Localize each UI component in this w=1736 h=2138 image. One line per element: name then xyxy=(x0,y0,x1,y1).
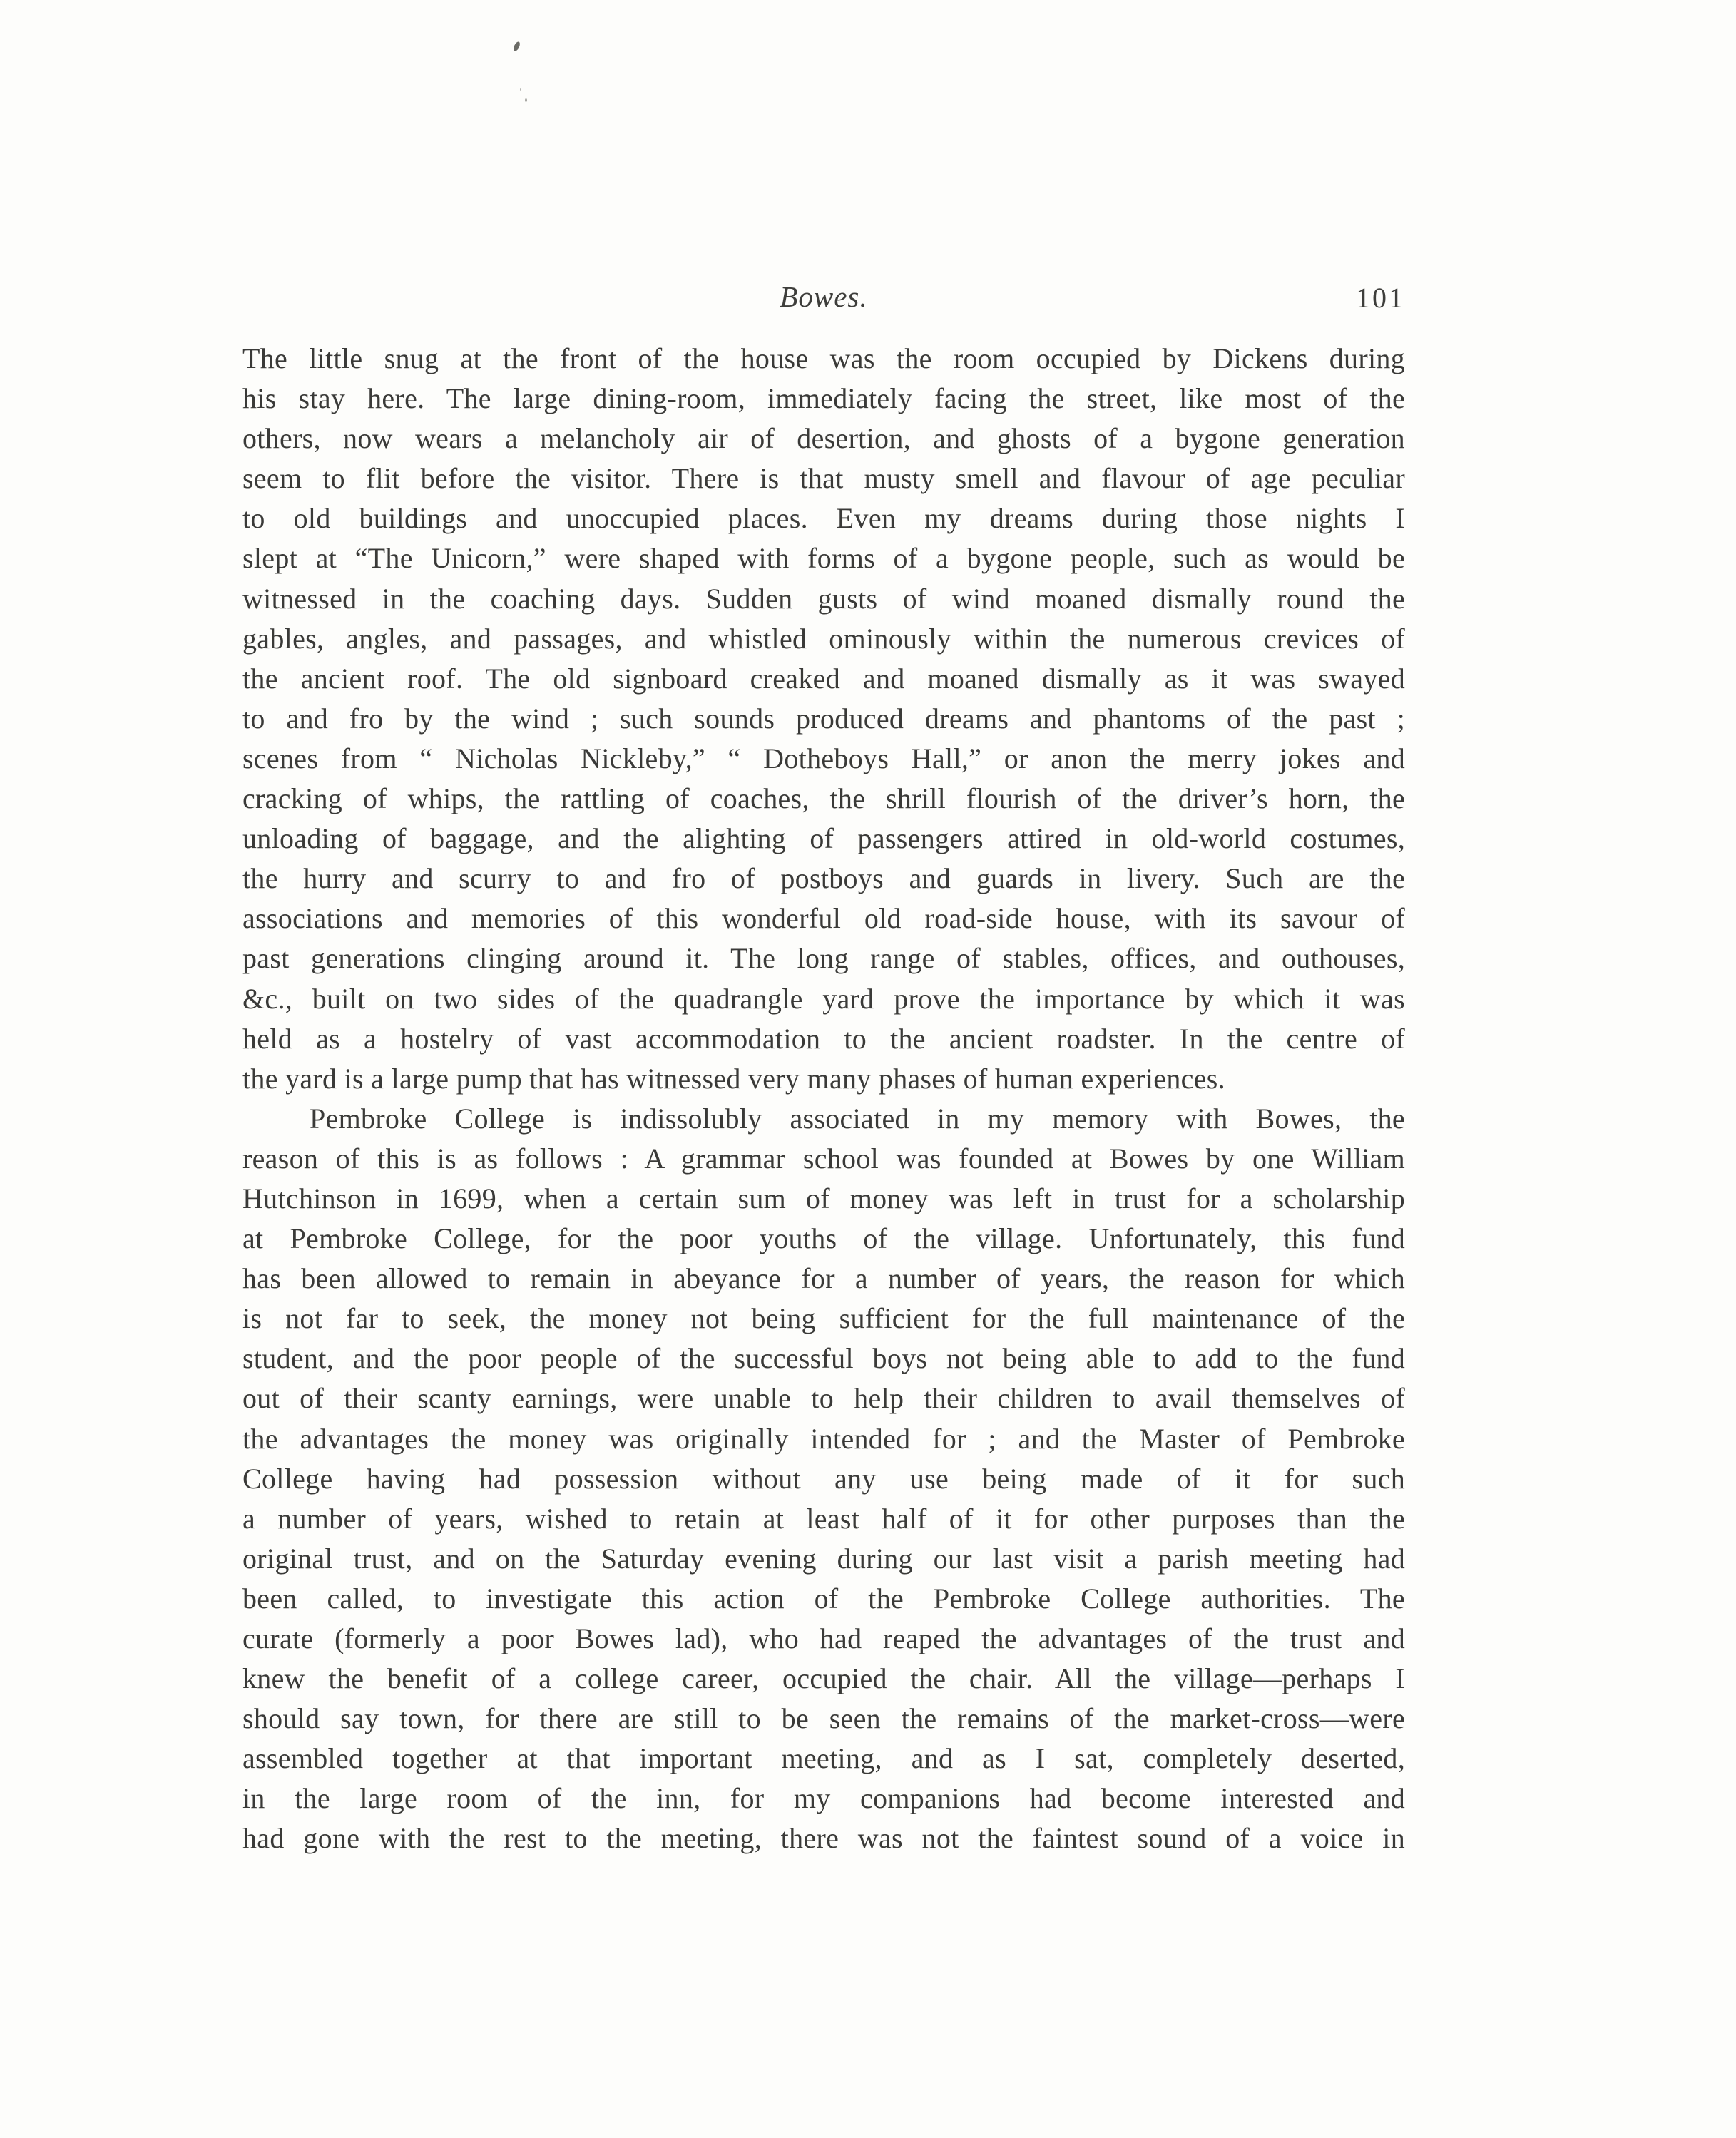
text-line: curate (formerly a poor Bowes lad), who had reaped the advantages of the trust and xyxy=(242,1622,1405,1654)
text-line: the yard is a large pump that has witnessed very many phases of human experiences. xyxy=(242,1062,1225,1095)
text-line: out of their scanty earnings, were unable to help their children to avail themselves of xyxy=(242,1382,1405,1415)
text-line: College having had possession without any use being made of it for such xyxy=(242,1462,1405,1495)
text-line: has been allowed to remain in abeyance for a number of years, the reason for which xyxy=(242,1262,1405,1295)
text-line: the advantages the money was originally intended for ; and the Master of Pembroke xyxy=(242,1422,1405,1455)
text-line: reason of this is as follows : A grammar school was founded at Bowes by one William xyxy=(242,1142,1405,1175)
text-line: unloading of baggage, and the alighting of passengers attired in old-world costumes, xyxy=(242,822,1405,855)
text-line: at Pembroke College, for the poor youths of the village. Unfortunately, this fund xyxy=(242,1222,1405,1255)
text-line: associations and memories of this wonderful old road-side house, with its savour of xyxy=(242,902,1405,935)
paragraph-1 xyxy=(242,339,1405,1099)
text-line: been called, to investigate this action of the Pembroke College authorities. The xyxy=(242,1582,1405,1615)
text-line: in the large room of the inn, for my companions had become interested and xyxy=(242,1782,1405,1815)
text-line: seem to flit before the visitor. There is that musty smell and flavour of age peculiar xyxy=(242,462,1405,495)
ink-speck xyxy=(512,41,521,52)
text-line: Pembroke College is indissolubly associated in my memory with Bowes, the xyxy=(310,1102,1405,1135)
text-line: is not far to seek, the money not being sufficient for the full maintenance of the xyxy=(242,1302,1405,1335)
text-line: to and fro by the wind ; such sounds produced dreams and phantoms of the past ; xyxy=(242,702,1405,735)
text-line: scenes from “ Nicholas Nickleby,” “ Dotheboys Hall,” or anon the merry jokes and xyxy=(242,742,1405,774)
text-line: cracking of whips, the rattling of coaches, the shrill flourish of the driver’s horn, the xyxy=(242,782,1405,815)
text-line: should say town, for there are still to be seen the remains of the market-cross—were xyxy=(242,1702,1405,1735)
page-number: 101 xyxy=(1356,282,1405,314)
text-line: slept at “The Unicorn,” were shaped with forms of a bygone people, such as would be xyxy=(242,542,1405,575)
text-line: witnessed in the coaching days. Sudden gusts of wind moaned dismally round the xyxy=(242,582,1405,615)
text-line: to old buildings and unoccupied places. Even my dreams during those nights I xyxy=(242,502,1405,535)
text-line: knew the benefit of a college career, occupied the chair. All the village—perhaps I xyxy=(242,1662,1405,1695)
text-line: gables, angles, and passages, and whistled ominously within the numerous crevices of xyxy=(242,622,1405,655)
text-line: his stay here. The large dining-room, immediately facing the street, like most of the xyxy=(242,382,1405,415)
text-line: assembled together at that important meeting, and as I sat, completely deserted, xyxy=(242,1742,1405,1775)
text-line: The little snug at the front of the house was the room occupied by Dickens during xyxy=(242,342,1405,374)
text-line: held as a hostelry of vast accommodation to the ancient roadster. In the centre of xyxy=(242,1022,1405,1055)
text-line: original trust, and on the Saturday evening during our last visit a parish meeting had xyxy=(242,1542,1405,1575)
text-line: others, now wears a melancholy air of desertion, and ghosts of a bygone generation xyxy=(242,422,1405,455)
text-line: student, and the poor people of the successful boys not being able to add to the fund xyxy=(242,1342,1405,1375)
body-text xyxy=(242,339,1405,1859)
ink-speck xyxy=(525,98,527,102)
text-line: past generations clinging around it. The long range of stables, offices, and outhouses, xyxy=(242,942,1405,975)
text-line: Hutchinson in 1699, when a certain sum of money was left in trust for a scholarship xyxy=(242,1182,1405,1214)
running-head xyxy=(242,280,1405,322)
text-line: a number of years, wished to retain at least half of it for other purposes than the xyxy=(242,1502,1405,1535)
paragraph-2 xyxy=(242,1099,1405,1859)
ink-speck xyxy=(520,88,521,91)
text-line: &c., built on two sides of the quadrangle yard prove the importance by which it was xyxy=(242,982,1405,1015)
text-line: the hurry and scurry to and fro of postboys and guards in livery. Such are the xyxy=(242,862,1405,895)
text-line: had gone with the rest to the meeting, there was not the faintest sound of a voice in xyxy=(242,1822,1405,1855)
text-line: the ancient roof. The old signboard creaked and moaned dismally as it was swayed xyxy=(242,662,1405,695)
running-title: Bowes. xyxy=(780,280,868,313)
